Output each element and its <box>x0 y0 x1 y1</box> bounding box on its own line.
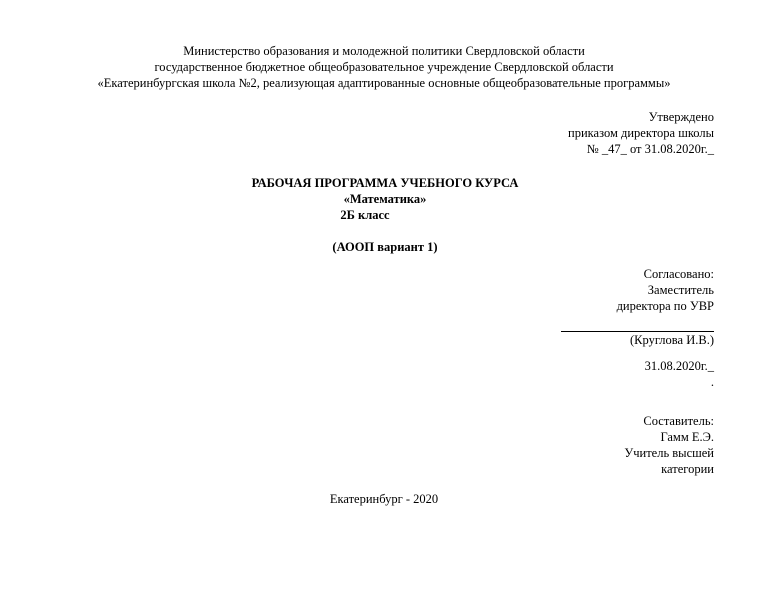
program-variant: (АООП вариант 1) <box>332 240 438 254</box>
document-header <box>0 43 768 91</box>
city-year: Екатеринбург - 2020 <box>329 492 439 506</box>
composer-block <box>624 413 714 477</box>
ministry-line: Министерство образования и молодежной политики Свердловской области <box>183 44 585 58</box>
composer-label: Составитель: <box>643 414 714 428</box>
deputy-label: Заместитель <box>647 283 714 297</box>
deputy-name: (Круглова И.В.) <box>629 333 714 347</box>
agreed-label: Согласовано: <box>643 267 714 281</box>
institution-line: государственное бюджетное общеобразовательное учреждение Свердловской области <box>154 60 614 74</box>
approval-block <box>568 109 714 157</box>
document-footer <box>0 491 768 507</box>
program-title-block <box>210 175 560 255</box>
deputy-position: директора по УВР <box>616 299 714 313</box>
program-title: РАБОЧАЯ ПРОГРАММА УЧЕБНОГО КУРСА <box>251 176 519 190</box>
agreement-dot: . <box>710 375 714 389</box>
subject-name: «Математика» <box>343 192 427 206</box>
grade-label: 2Б класс <box>340 208 390 222</box>
order-number-date: № _47_ от 31.08.2020г._ <box>586 142 714 156</box>
approved-label: Утверждено <box>648 110 714 124</box>
agreement-date: 31.08.2020г._ <box>644 359 714 373</box>
composer-position: Учитель высшей <box>624 446 714 460</box>
composer-name: Гамм Е.Э. <box>660 430 714 444</box>
agreement-block <box>561 266 714 390</box>
approved-by-order: приказом директора школы <box>568 126 714 140</box>
school-name-line: «Екатеринбургская школа №2, реализующая адаптированные основные общеобразовательные программы» <box>97 76 671 90</box>
composer-category: категории <box>661 462 714 476</box>
spacer <box>561 348 714 358</box>
